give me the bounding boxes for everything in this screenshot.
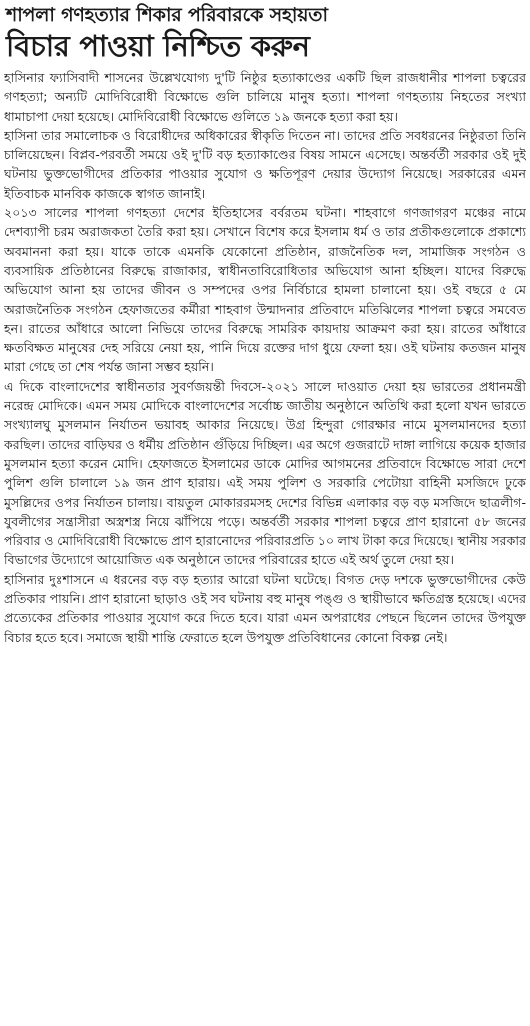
editorial-article <box>4 2 526 1024</box>
article-body <box>4 68 526 647</box>
paragraph-3: ২০১৩ সালের শাপলা গণহত্যা দেশের ইতিহাসের বর্বরতম ঘটনা। শাহবাগে গণজাগরণ মঞ্চের নামে দেশব্যাপী চরম অরাজকতা তৈরি করা হয়। সেখানে বিশেষ করে ইসলাম ধর্ম ও তার প্রতীকগুলোকে প্রকাশ্যে অবমাননা করা হয়। যাকে তাকে এমনকি যেকোনো প্রতিষ্ঠান, রাজনৈতিক দল, সামাজিক সংগঠন ও ব্যবসায়িক প্রতিষ্ঠানের বিরুদ্ধে রাজাকার, স্বাধীনতাবিরোধিতার অভিযোগ আনা হচ্ছিল। যাদের বিরুদ্ধে অভিযোগ আনা হয় তাদের জীবন ও সম্পদের ওপর নির্বিচারে হামলা চালানো হয়। ওই বছরে ৫ মে অরাজনৈতিক সংগঠন হেফাজতের কর্মীরা শাহবাগ উন্মাদনার প্রতিবাদে মতিঝিলের শাপলা চত্বরে সমবেত হন। রাতের আঁধারে আলো নিভিয়ে তাদের বিরুদ্ধে সামরিক কায়দায় আক্রমণ করা হয়। রাতের আঁধারে ক্ষতবিক্ষত মানুষের দেহ সরিয়ে নেয়া হয়, পানি দিয়ে রক্তের দাগ ধুয়ে ফেলা হয়। ওই ঘটনায় কতজন মানুষ মারা গেছে তা শেষ পর্যন্ত জানা সম্ভব হয়নি। <box>4 205 526 375</box>
paragraph-1: হাসিনার ফ্যাসিবাদী শাসনের উল্লেখযোগ্য দু'টি নিষ্ঠুর হত্যাকাণ্ডের একটি ছিল রাজধানীর শাপলা চত্বরের গণহত্যা; অন্যটি মোদিবিরোধী বিক্ষোভে গুলি চালিয়ে মানুষ হত্যা। শাপলা গণহত্যায় নিহতের সংখ্যা ধামাচাপা দেয়া হয়েছে। মোদিবিরোধী বিক্ষোভে গুলিতে ১৯ জনকে হত্যা করা হয়। <box>4 70 526 124</box>
paragraph-4: এ দিকে বাংলাদেশের স্বাধীনতার সুবর্ণজয়ন্তী দিবসে-২০২১ সালে দাওয়াত দেয়া হয় ভারতের প্রধানমন্ত্রী নরেন্দ্র মোদিকে। এমন সময় মোদিকে বাংলাদেশের সর্বোচ্চ জাতীয় অনুষ্ঠানে অতিথি করা হলো যখন ভারতে সংখ্যালঘু মুসলমান নির্যাতন ভয়াবহ আকার নিয়েছে। উগ্র হিন্দুরা গোরক্ষার নামে মুসলমানদের হত্যা করছিল। তাদের বাড়িঘর ও ধর্মীয় প্রতিষ্ঠান গুঁড়িয়ে দিচ্ছিল। এর অগে গুজরাটে দাঙ্গা লাগিয়ে কয়েক হাজার মুসলমান হত্যা করেন মোদি। হেফাজতে ইসলামের ডাকে মোদির আগমনের প্রতিবাদে বিক্ষোভে সারা দেশে পুলিশ গুলি চালালে ১৯ জন প্রাণ হারায়। এই সময় পুলিশ ও সরকারি পেটোয়া বাহিনী মসজিদে ঢুকে মুসল্লিদের ওপর নির্যাতন চালায়। বায়তুল মোকাররমসহ দেশের বিভিন্ন এলাকার বড় বড় মসজিদে ছাত্রলীগ-যুবলীগের সন্ত্রাসীরা অস্ত্রশস্ত্র নিয়ে ঝাঁপিয়ে পড়ে। অন্তর্বর্তী সরকার শাপলা চত্বরে প্রাণ হারানো ৫৮ জনের পরিবার ও মোদিবিরোধী বিক্ষোভে প্রাণ হারানোদের পরিবারপ্রতি ১০ লাখ টাকা করে দিয়েছে। স্থানীয় সরকার বিভাগের উদ্যোগে আয়োজিত এক অনুষ্ঠানে তাদের পরিবারের হাতে এই অর্থ তুলে দেয়া হয়। <box>4 378 526 568</box>
article-subtitle: শাপলা গণহত্যার শিকার পরিবারকে সহায়তা <box>6 4 328 26</box>
headline-block <box>4 2 526 68</box>
paragraph-5: হাসিনার দুঃশাসনে এ ধরনের বড় বড় হত্যার আরো ঘটনা ঘটেছে। বিগত দেড় দশকে ভুক্তভোগীদের কেউ প্রতিকার পায়নি। প্রাণ হারানো ছাড়াও ওই সব ঘটনায় বহু মানুষ পঙ্গু ও স্থায়ীভাবে ক্ষতিগ্রস্ত হয়েছে। এদের প্রত্যেকের প্রতিকার পাওয়ার সুযোগ করে দিতে হবে। যারা এমন অপরাধের পেছনে ছিলেন তাদের উপযুক্ত বিচার হতে হবে। সমাজে স্থায়ী শান্তি ফেরাতে হলে উপযুক্ত প্রতিবিধানের কোনো বিকল্প নেই। <box>4 571 526 645</box>
article-title: বিচার পাওয়া নিশ্চিত করুন <box>6 29 310 63</box>
paragraph-2: হাসিনা তার সমালোচক ও বিরোধীদের অধিকারের স্বীকৃতি দিতেন না। তাদের প্রতি সবধরনের নিষ্ঠুরতা তিনি চালিয়েছেন। বিপ্লব-পরবর্তী সময়ে ওই দু'টি বড় হত্যাকাণ্ডের বিষয় সামনে এসেছে। অন্তর্বর্তী সরকার ওই দুই ঘটনায় ভুক্তভোগীদের প্রতিকার পাওয়ার সুযোগ ও ক্ষতিপূরণ দেয়ার উদ্যোগ নিয়েছে। সরকারের এমন ইতিবাচক মানবিক কাজকে স্বাগত জানাই। <box>4 127 526 201</box>
